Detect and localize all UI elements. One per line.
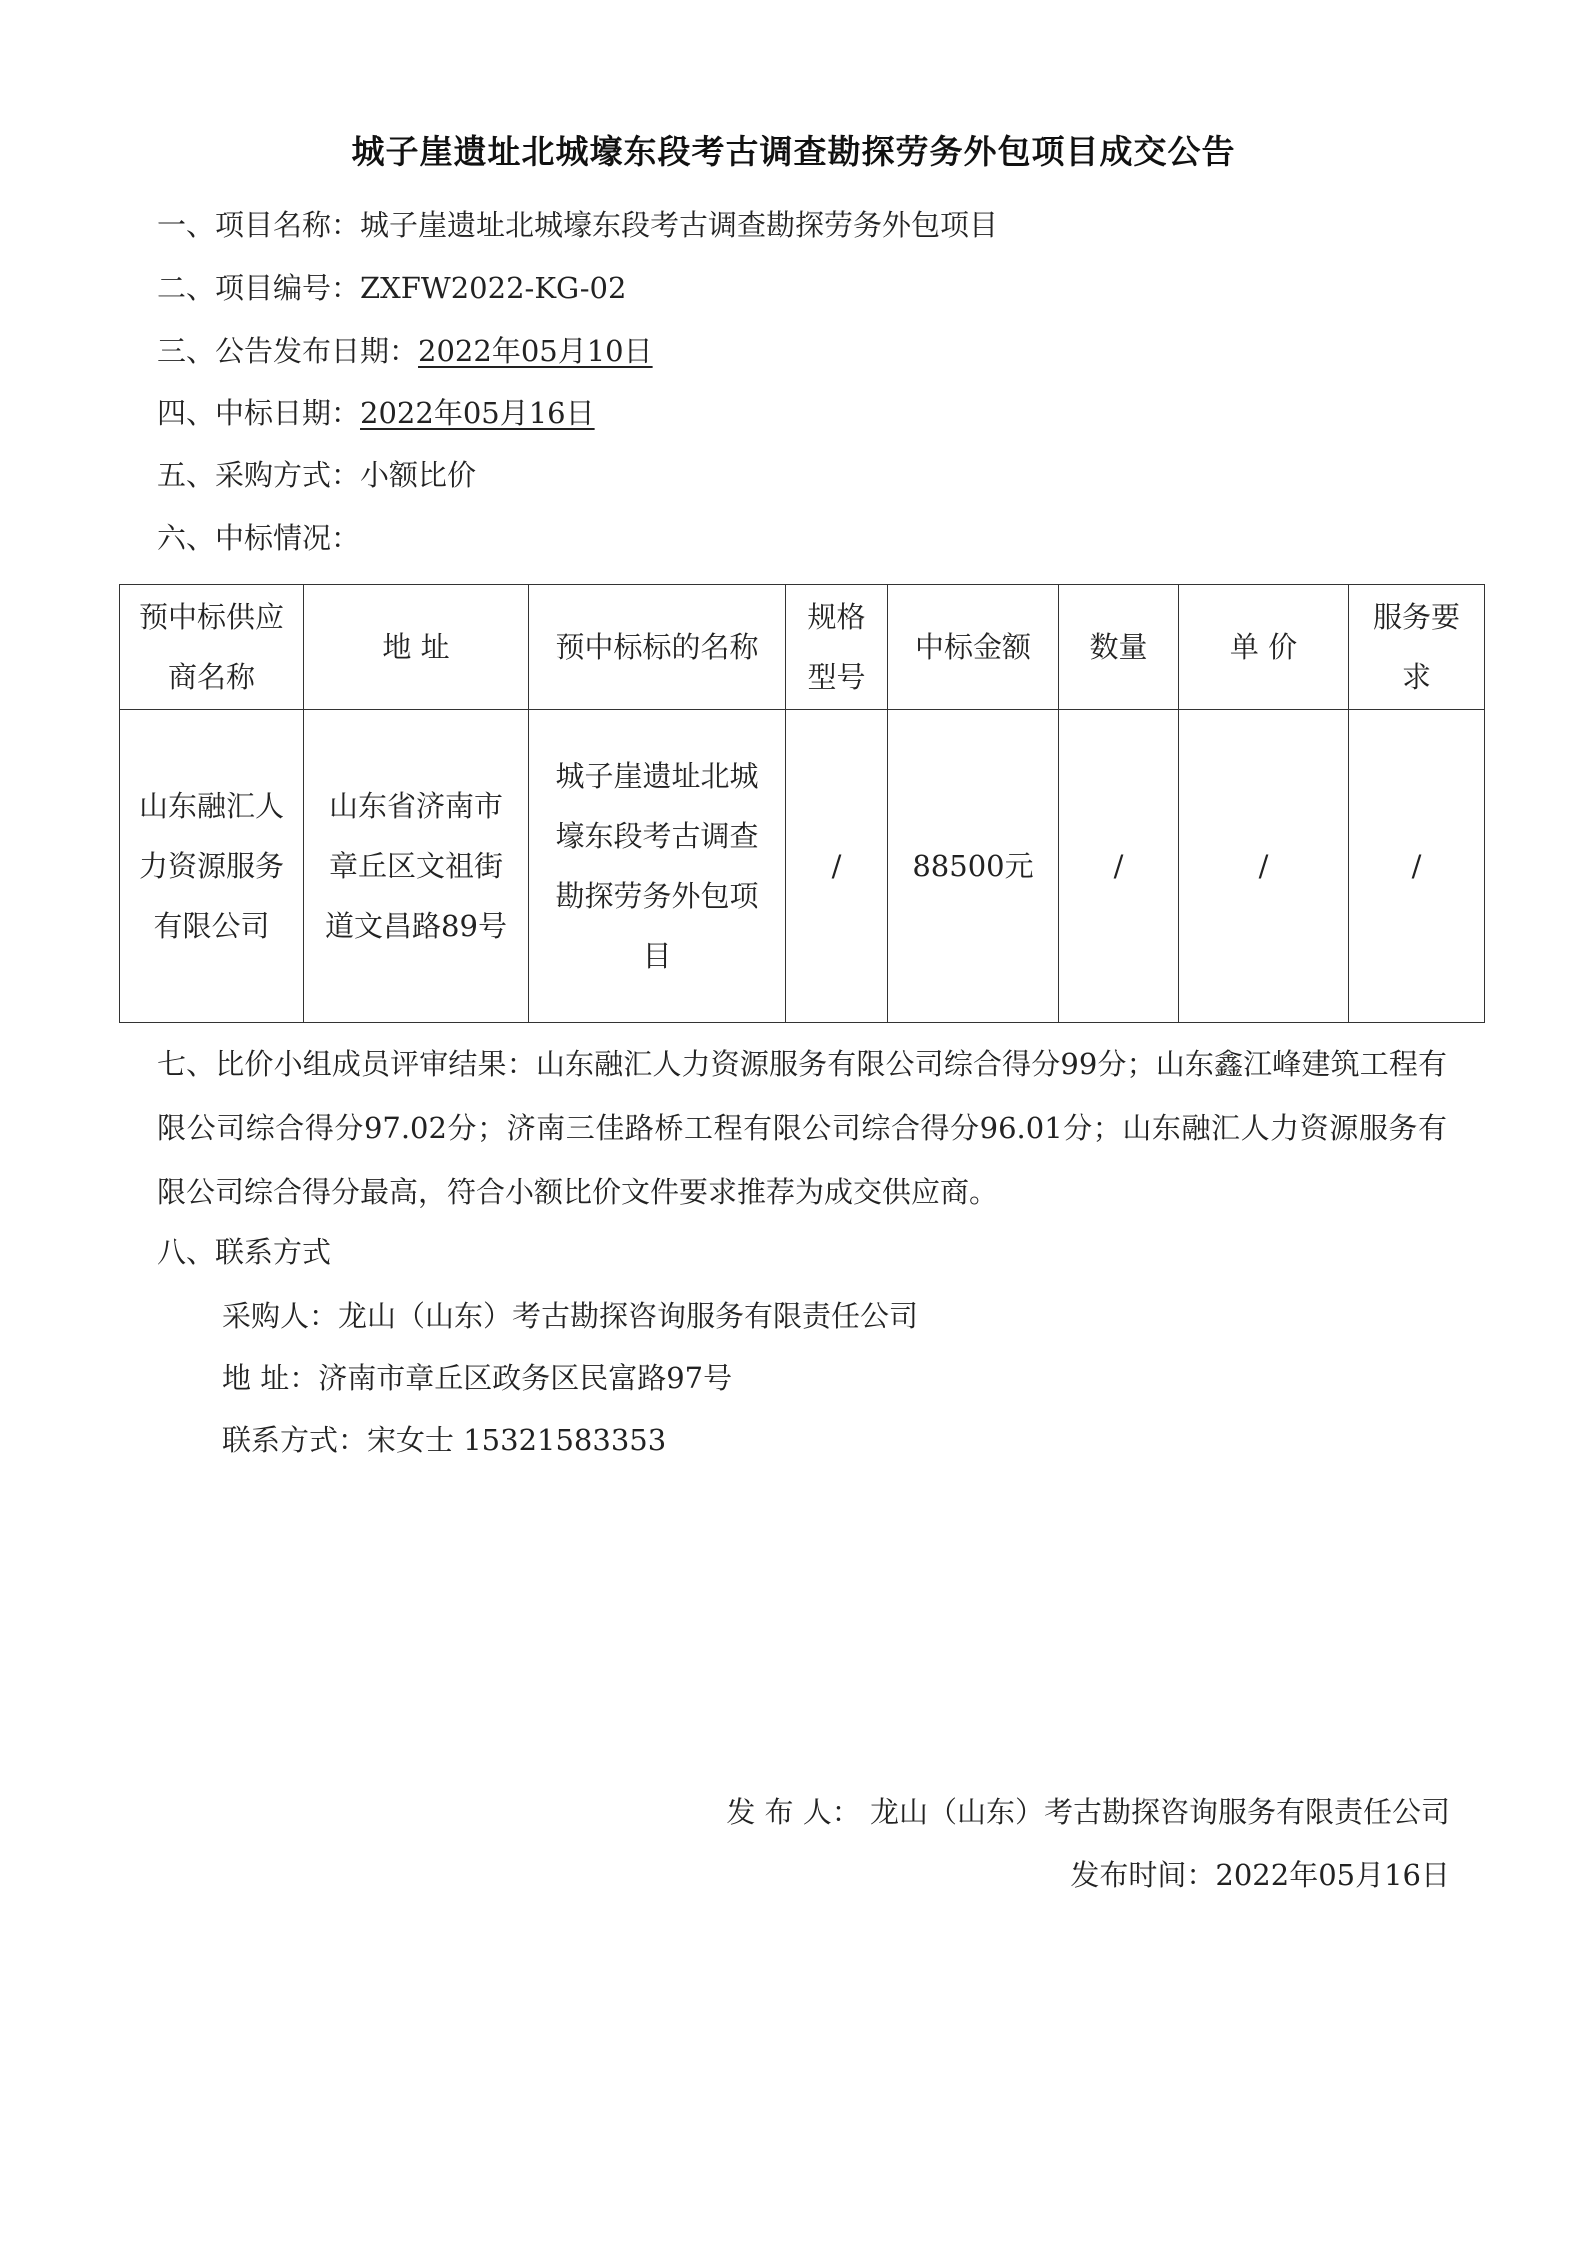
announce-date-value: 2022年05月10日 <box>418 334 653 368</box>
cell-item-name: 城子崖遗址北城壕东段考古调查勘探劳务外包项目 <box>529 710 786 1023</box>
header-spec: 规格型号 <box>786 585 888 710</box>
award-status-heading: 六、中标情况： <box>157 521 361 555</box>
announce-date-label: 三、公告发布日期： <box>157 334 419 368</box>
publisher-line: 发 布 人： 龙山（山东）考古勘探咨询服务有限责任公司 <box>726 1795 1450 1829</box>
header-item-name: 预中标标的名称 <box>529 585 786 710</box>
cell-unit-price: / <box>1179 710 1349 1023</box>
project-name-line: 一、项目名称：城子崖遗址北城壕东段考古调查勘探劳务外包项目 <box>157 208 999 242</box>
cell-spec: / <box>786 710 888 1023</box>
contact-phone: 联系方式：宋女士 15321583353 <box>222 1423 667 1457</box>
cell-quantity: / <box>1059 710 1179 1023</box>
header-amount: 中标金额 <box>888 585 1059 710</box>
header-unit-price: 单 价 <box>1179 585 1349 710</box>
table-header-row <box>120 585 1485 710</box>
review-result-paragraph: 七、比价小组成员评审结果：山东融汇人力资源服务有限公司综合得分99分；山东鑫江峰建筑工程有限公司综合得分97.02分；济南三佳路桥工程有限公司综合得分96.01分；山东融汇人力资源服务有限公司综合得分最高，符合小额比价文件要求推荐为成交供应商。 <box>157 1047 1447 1209</box>
contact-address: 地 址：济南市章丘区政务区民富路97号 <box>222 1361 733 1395</box>
publish-time-line: 发布时间：2022年05月16日 <box>1070 1858 1450 1892</box>
header-supplier: 预中标供应商名称 <box>120 585 304 710</box>
announce-date-line <box>157 331 653 371</box>
cell-amount: 88500元 <box>888 710 1059 1023</box>
cell-address: 山东省济南市章丘区文祖街道文昌路89号 <box>304 710 529 1023</box>
header-service-req: 服务要求 <box>1349 585 1485 710</box>
award-date-value: 2022年05月16日 <box>360 396 595 430</box>
cell-service-req: / <box>1349 710 1485 1023</box>
header-address: 地 址 <box>304 585 529 710</box>
header-quantity: 数量 <box>1059 585 1179 710</box>
procurement-method-line: 五、采购方式：小额比价 <box>157 458 477 492</box>
award-date-label: 四、中标日期： <box>157 396 361 430</box>
contact-purchaser: 采购人：龙山（山东）考古勘探咨询服务有限责任公司 <box>222 1299 919 1333</box>
project-number-line: 二、项目编号：ZXFW2022-KG-02 <box>157 271 627 305</box>
contact-heading: 八、联系方式 <box>157 1235 332 1269</box>
table-row <box>120 710 1485 1023</box>
cell-supplier: 山东融汇人力资源服务有限公司 <box>120 710 304 1023</box>
document-title: 城子崖遗址北城壕东段考古调查勘探劳务外包项目成交公告 <box>351 132 1236 171</box>
award-table <box>119 584 1485 1023</box>
award-date-line <box>157 393 595 433</box>
